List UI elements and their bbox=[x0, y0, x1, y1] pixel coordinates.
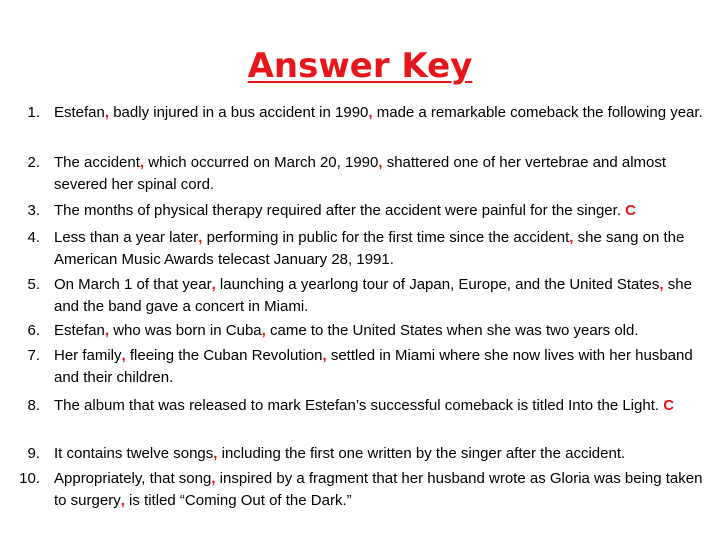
text-segment: shattered one of her vertebrae and almost severed her spinal cord. bbox=[54, 154, 667, 193]
item-text bbox=[54, 320, 704, 342]
text-segment: Less than a year later bbox=[54, 229, 199, 246]
item-number: 10. bbox=[19, 470, 40, 487]
item-number: 4. bbox=[27, 229, 40, 246]
marked-text: C bbox=[625, 202, 636, 219]
text-segment: The accident bbox=[54, 154, 140, 171]
text-segment: Estefan bbox=[54, 104, 105, 121]
item-text bbox=[54, 395, 704, 417]
text-segment: Appropriately, that song bbox=[54, 470, 212, 487]
marked-text: , bbox=[659, 276, 664, 293]
marked-text: , bbox=[211, 276, 216, 293]
marked-text: , bbox=[139, 154, 145, 171]
item-text bbox=[54, 468, 704, 512]
item-number: 8. bbox=[27, 397, 40, 414]
item-number: 7. bbox=[27, 347, 40, 364]
text-segment: launching a yearlong tour of Japan, Europe, and the United States bbox=[215, 276, 660, 293]
item-number: 1. bbox=[27, 104, 40, 121]
marked-text: , bbox=[261, 322, 266, 339]
item-text bbox=[54, 102, 704, 124]
text-segment: The album that was released to mark Estefan’s successful comeback is titled Into the Light. bbox=[54, 397, 664, 414]
item-text bbox=[54, 345, 704, 389]
page-title: Answer Key bbox=[247, 46, 473, 86]
marked-text: C bbox=[663, 397, 675, 414]
marked-text: , bbox=[213, 445, 218, 462]
text-segment: On March 1 of that year bbox=[54, 276, 212, 293]
text-segment: which occurred on March 20, 1990 bbox=[144, 154, 379, 171]
item-text bbox=[54, 443, 704, 465]
marked-text: , bbox=[120, 492, 125, 509]
item-number: 2. bbox=[27, 154, 40, 171]
marked-text: , bbox=[121, 347, 126, 364]
text-segment: is titled “Coming Out of the Dark.” bbox=[124, 492, 352, 509]
text-segment: fleeing the Cuban Revolution bbox=[125, 347, 323, 364]
text-segment: she sang on the American Music Awards telecast January 28, 1991. bbox=[54, 229, 685, 268]
text-segment: came to the United States when she was two years old. bbox=[265, 322, 639, 339]
item-text bbox=[54, 227, 704, 271]
text-segment: who was born in Cuba bbox=[109, 322, 262, 339]
marked-text: , bbox=[569, 229, 574, 246]
text-segment: including the first one written by the singer after the accident. bbox=[217, 445, 626, 462]
text-segment: performing in public for the first time since the accident bbox=[202, 229, 570, 246]
item-text bbox=[54, 200, 704, 222]
marked-text: , bbox=[368, 104, 373, 121]
marked-text: , bbox=[104, 104, 110, 121]
item-number: 5. bbox=[27, 276, 40, 293]
item-text bbox=[54, 274, 704, 318]
marked-text: , bbox=[104, 322, 110, 339]
marked-text: , bbox=[211, 470, 216, 487]
text-segment: inspired by a fragment that her husband wrote as Gloria was being taken to surgery bbox=[54, 470, 703, 509]
text-segment: made a remarkable comeback the following year. bbox=[372, 104, 703, 121]
marked-text: , bbox=[322, 347, 327, 364]
item-number: 6. bbox=[27, 322, 40, 339]
marked-text: , bbox=[378, 154, 383, 171]
item-text bbox=[54, 152, 704, 196]
text-segment: Her family bbox=[54, 347, 122, 364]
text-segment: Estefan bbox=[54, 322, 105, 339]
item-number: 9. bbox=[27, 445, 40, 462]
text-segment: It contains twelve songs bbox=[54, 445, 214, 462]
item-number: 3. bbox=[27, 202, 40, 219]
text-segment: settled in Miami where she now lives with her husband and their children. bbox=[54, 347, 693, 386]
text-segment: The months of physical therapy required after the accident were painful for the singer. bbox=[54, 202, 626, 219]
text-segment: badly injured in a bus accident in 1990 bbox=[109, 104, 369, 121]
marked-text: , bbox=[198, 229, 203, 246]
text-segment: she and the band gave a concert in Miami. bbox=[54, 276, 692, 315]
